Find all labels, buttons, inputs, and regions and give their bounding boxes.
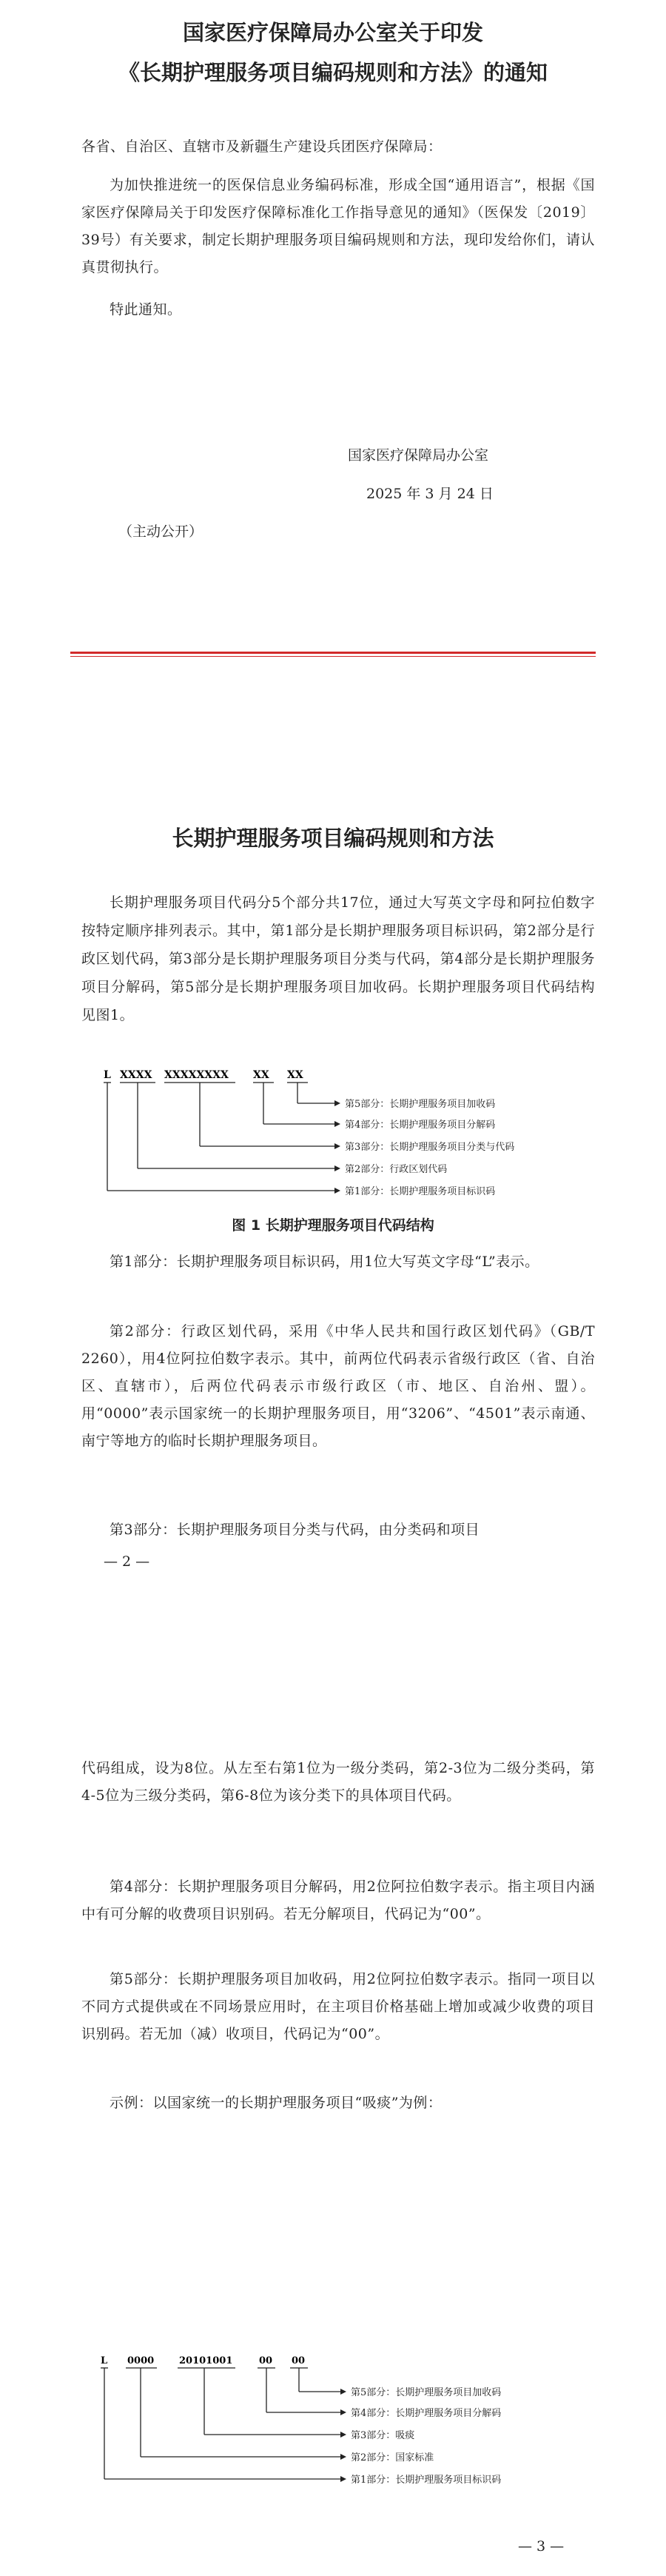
- figure1-code-part3: XXXXXXXX: [164, 1069, 229, 1081]
- figure2-code-part2: 0000: [127, 2355, 155, 2366]
- notice-disclosure: （主动公开）: [118, 523, 204, 540]
- figure1-code-part2: XXXX: [120, 1069, 152, 1081]
- figure2-label-part1: 第1部分：长期护理服务项目标识码: [351, 2475, 502, 2486]
- notice-paragraph-1: 为加快推进统一的医保信息业务编码标准，形成全国“通用语言”，根据《国家医疗保障局关于印发医疗保障标准化工作指导意见的通知》（医保发〔2019〕39号）有关要求，制定长期护理服务项目编码规则和方法，现印发给你们，请认真贯彻执行。: [81, 177, 595, 275]
- notice-addressee: 各省、自治区、直辖市及新疆生产建设兵团医疗保障局：: [81, 138, 443, 155]
- figure1-code-part5: XX: [287, 1069, 303, 1081]
- figure2-label-part5: 第5部分：长期护理服务项目加收码: [351, 2387, 502, 2398]
- figure1-label-part1: 第1部分：长期护理服务项目标识码: [345, 1186, 496, 1197]
- notice-date: 2025 年 3 月 24 日: [366, 486, 494, 502]
- rules-part2: 第2部分：行政区划代码，采用《中华人民共和国行政区划代码》（GB/T 2260），用4位阿拉伯数字表示。其中，前两位代码表示省级行政区（省、自治区、直辖市），后两位代码表示市级行政区（市、地区、自治州、盟）。用“0000”表示国家统一的长期护理服务项目，用“3206”、“4501”表示南通、南宁等地方的临时长期护理服务项目。: [81, 1323, 595, 1449]
- notice-title-line1: 国家医疗保障局办公室关于印发: [182, 20, 483, 45]
- figure2-lines: [101, 2368, 340, 2479]
- rules-part1: 第1部分：长期护理服务项目标识码，用1位大写英文字母“L”表示。: [110, 1254, 539, 1270]
- figure1-lines: [104, 1083, 334, 1191]
- page-number-3: — 3 —: [518, 2538, 565, 2555]
- rules-part3-continued: 代码组成，设为8位。从左至右第1位为一级分类码，第2-3位为二级分类码，第4-5位为三级分类码，第6-8位为该分类下的具体项目代码。: [81, 1760, 595, 1804]
- figure1-label-part2: 第2部分：行政区划代码: [345, 1164, 448, 1175]
- figure1-label-part4: 第4部分：长期护理服务项目分解码: [345, 1120, 496, 1131]
- rules-example-intro: 示例：以国家统一的长期护理服务项目“吸痰”为例：: [110, 2095, 443, 2111]
- figure2-label-part2: 第2部分：国家标准: [351, 2452, 434, 2463]
- figure2-labels: [351, 2386, 501, 2486]
- rules-intro: 长期护理服务项目代码分5个部分共17位，通过大写英文字母和阿拉伯数字按特定顺序排列表示。其中，第1部分是长期护理服务项目标识码，第2部分是行政区划代码，第3部分是长期护理服务项目分类与代码，第4部分是长期护理服务项目分解码，第5部分是长期护理服务项目加收码。长期护理服务项目代码结构见图1。: [81, 894, 595, 1023]
- figure2-code-part4: 00: [259, 2355, 273, 2366]
- figure1-code-part4: XX: [253, 1069, 269, 1081]
- notice-paragraph-2: 特此通知。: [110, 301, 182, 318]
- figure1-label-part3: 第3部分：长期护理服务项目分类与代码: [345, 1142, 515, 1153]
- figure1-labels: [345, 1098, 514, 1197]
- figure2-label-part4: 第4部分：长期护理服务项目分解码: [351, 2408, 502, 2419]
- rules-part3-start: 第3部分：长期护理服务项目分类与代码，由分类码和项目: [110, 1522, 480, 1538]
- notice-title-line2: 《长期护理服务项目编码规则和方法》的通知: [118, 60, 548, 85]
- rules-title: 长期护理服务项目编码规则和方法: [172, 826, 494, 851]
- figure2-code-part1: L: [101, 2355, 108, 2366]
- figure1-arrowheads: [334, 1100, 340, 1194]
- rules-part5: 第5部分：长期护理服务项目加收码，用2位阿拉伯数字表示。指同一项目以不同方式提供或在不同场景应用时，在主项目价格基础上增加或减少收费的项目识别码。若无加（减）收项目，代码记为“00”。: [81, 1971, 595, 2042]
- figure2-code-part5: 00: [292, 2355, 306, 2366]
- figure2-arrowheads: [340, 2389, 346, 2482]
- figure1-code-part1: L: [104, 1069, 111, 1081]
- figure1-label-part5: 第5部分：长期护理服务项目加收码: [345, 1099, 496, 1110]
- figure1-codes: [104, 1069, 303, 1081]
- figure2-code-part3: 20101001: [179, 2355, 233, 2366]
- page-number-2: — 2 —: [104, 1553, 150, 1570]
- figure1-caption: 图 1 长期护理服务项目代码结构: [232, 1217, 434, 1234]
- notice-issuer: 国家医疗保障局办公室: [348, 447, 489, 464]
- rules-part4: 第4部分：长期护理服务项目分解码，用2位阿拉伯数字表示。指主项目内涵中有可分解的收费项目识别码。若无分解项目，代码记为“00”。: [81, 1879, 595, 1922]
- figure2-label-part3: 第3部分：吸痰: [351, 2430, 415, 2441]
- figure2-codes: [101, 2355, 305, 2366]
